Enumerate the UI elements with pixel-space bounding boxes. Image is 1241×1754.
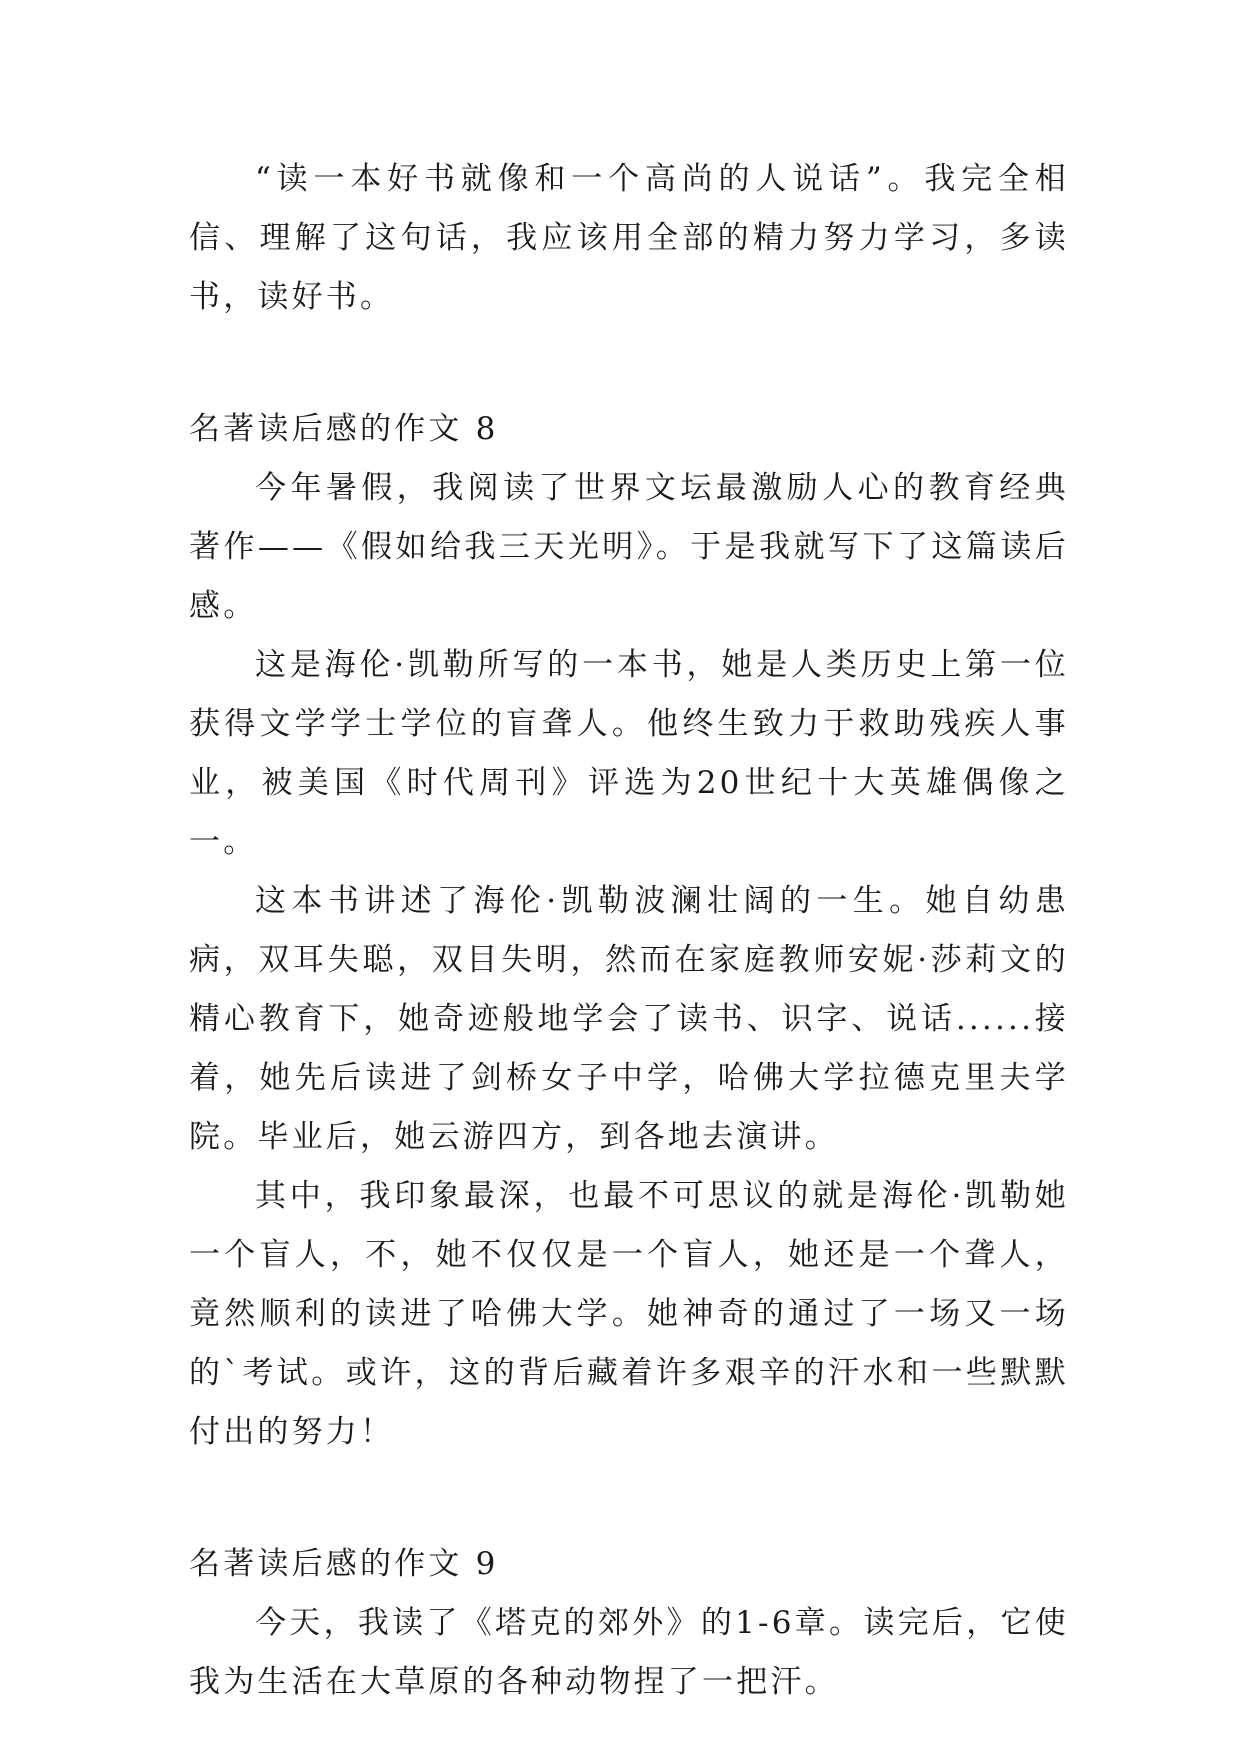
paragraph-book-summary: 这本书讲述了海伦·凯勒波澜壮阔的一生。她自幼患病，双耳失聪，双目失明，然而在家庭教师安妮·莎莉文的精心教育下，她奇迹般地学会了读书、识字、说话......接着，她先后读进了剑桥女子中学，哈佛大学拉德克里夫学院。毕业后，她云游四方，到各地去演讲。 (189, 883, 1069, 1155)
paragraph-about-helen-keller: 这是海伦·凯勒所写的一本书，她是人类历史上第一位获得文学学士学位的盲聋人。他终生致力于救助残疾人事业，被美国《时代周刊》评选为20世纪十大英雄偶像之一。 (189, 647, 1069, 860)
paragraph-reading-quote: “读一本好书就像和一个高尚的人说话”。我完全相信、理解了这句话，我应该用全部的精力努力学习，多读书，读好书。 (189, 161, 1069, 315)
section-heading-8: 名著读后感的作文 8 (189, 411, 499, 447)
section-gap (189, 327, 1069, 400)
paragraph-summer-reading: 今年暑假，我阅读了世界文坛最激励人心的教育经典著作——《假如给我三天光明》。于是我就写下了这篇读后感。 (189, 470, 1069, 624)
text-column (189, 150, 1069, 1712)
section-gap (189, 1462, 1069, 1535)
section-heading-9: 名著读后感的作文 9 (189, 1546, 499, 1582)
paragraph-tucker-reading: 今天，我读了《塔克的郊外》的1-6章。读完后，它使我为生活在大草原的各种动物捏了一把汗。 (189, 1605, 1069, 1700)
paragraph-impression: 其中，我印象最深，也最不可思议的就是海伦·凯勒她一个盲人，不，她不仅仅是一个盲人，她还是一个聋人，竟然顺利的读进了哈佛大学。她神奇的通过了一场又一场的`考试。或许，这的背后藏着许多艰辛的汗水和一些默默付出的努力！ (189, 1178, 1069, 1450)
